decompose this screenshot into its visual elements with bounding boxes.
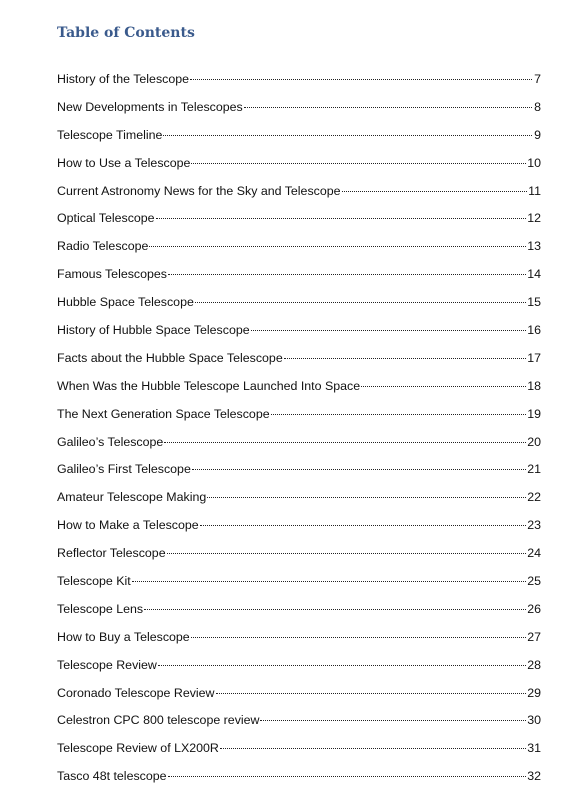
dot-leader [260, 720, 526, 721]
dot-leader [149, 246, 526, 247]
toc-entry-title: Tasco 48t telescope [57, 769, 167, 784]
toc-entry[interactable] [57, 741, 541, 769]
dot-leader [163, 135, 532, 136]
toc-entry-title: Galileo’s Telescope [57, 434, 164, 449]
dot-leader [216, 693, 527, 694]
toc-entry[interactable] [57, 546, 541, 574]
toc-entry-page-number: 19 [527, 406, 541, 421]
dot-leader [164, 442, 526, 443]
dot-leader [144, 609, 526, 610]
toc-entry-page-number: 30 [527, 713, 541, 728]
toc-entry-page-number: 24 [527, 546, 541, 561]
toc-entry[interactable] [57, 686, 541, 714]
toc-entry-title: Facts about the Hubble Space Telescope [57, 350, 283, 365]
toc-entry[interactable] [57, 462, 541, 490]
toc-entry-title: Telescope Kit [57, 574, 131, 589]
toc-entry[interactable] [57, 351, 541, 379]
dot-leader [167, 553, 527, 554]
toc-entry-title: Reflector Telescope [57, 546, 166, 561]
toc-entry-title: How to Buy a Telescope [57, 629, 190, 644]
dot-leader [190, 79, 532, 80]
toc-entry[interactable] [57, 72, 541, 100]
toc-entry-title: Current Astronomy News for the Sky and Telescope [57, 183, 341, 198]
toc-entry-title: Optical Telescope [57, 211, 155, 226]
toc-entry-page-number: 23 [527, 518, 541, 533]
toc-heading: Table of Contents [57, 25, 195, 41]
toc-entry[interactable] [57, 295, 541, 323]
dot-leader [284, 358, 526, 359]
toc-entry-page-number: 12 [527, 211, 541, 226]
dot-leader [168, 274, 526, 275]
toc-entry-page-number: 20 [527, 434, 541, 449]
toc-entry[interactable] [57, 769, 541, 797]
toc-entry-title: How to Make a Telescope [57, 518, 199, 533]
toc-entry-page-number: 16 [527, 323, 541, 338]
toc-entry[interactable] [57, 658, 541, 686]
toc-entry[interactable] [57, 184, 541, 212]
toc-entry[interactable] [57, 407, 541, 435]
toc-entry[interactable] [57, 211, 541, 239]
toc-entry-page-number: 28 [527, 657, 541, 672]
toc-entry-page-number: 15 [527, 295, 541, 310]
toc-list [57, 72, 541, 797]
toc-entry[interactable] [57, 574, 541, 602]
toc-entry[interactable] [57, 490, 541, 518]
dot-leader [342, 191, 528, 192]
toc-entry-page-number: 31 [527, 741, 541, 756]
toc-entry-page-number: 17 [527, 350, 541, 365]
toc-entry-title: How to Use a Telescope [57, 155, 191, 170]
dot-leader [207, 497, 526, 498]
toc-entry-page-number: 7 [534, 72, 541, 86]
toc-entry-page-number: 32 [527, 769, 541, 784]
toc-entry[interactable] [57, 323, 541, 351]
toc-entry-page-number: 27 [527, 629, 541, 644]
toc-entry-page-number: 25 [527, 574, 541, 589]
dot-leader [191, 637, 527, 638]
toc-entry[interactable] [57, 518, 541, 546]
toc-entry-title: History of the Telescope [57, 72, 190, 86]
toc-entry-page-number: 14 [527, 267, 541, 282]
toc-entry-title: When Was the Hubble Telescope Launched Into Space [57, 378, 361, 393]
toc-entry[interactable] [57, 435, 541, 463]
toc-entry-page-number: 22 [527, 490, 541, 505]
toc-entry-title: New Developments in Telescopes [57, 99, 243, 114]
toc-entry[interactable] [57, 128, 541, 156]
toc-entry-title: Coronado Telescope Review [57, 685, 215, 700]
toc-entry[interactable] [57, 602, 541, 630]
dot-leader [192, 469, 526, 470]
toc-entry-page-number: 9 [534, 127, 541, 142]
toc-entry-page-number: 8 [534, 99, 541, 114]
dot-leader [271, 414, 527, 415]
toc-entry-title: Amateur Telescope Making [57, 490, 207, 505]
dot-leader [361, 386, 526, 387]
toc-entry-title: Radio Telescope [57, 239, 149, 254]
toc-entry[interactable] [57, 713, 541, 741]
toc-entry-title: Telescope Review [57, 657, 157, 672]
toc-entry-title: Famous Telescopes [57, 267, 167, 282]
toc-entry[interactable] [57, 630, 541, 658]
toc-entry-title: Celestron CPC 800 telescope review [57, 713, 260, 728]
toc-entry-title: The Next Generation Space Telescope [57, 406, 270, 421]
dot-leader [168, 776, 527, 777]
toc-entry-title: Hubble Space Telescope [57, 295, 194, 310]
toc-entry-page-number: 29 [527, 685, 541, 700]
toc-entry-title: Galileo’s First Telescope [57, 462, 191, 477]
toc-entry-title: History of Hubble Space Telescope [57, 323, 250, 338]
dot-leader [132, 581, 527, 582]
toc-entry-title: Telescope Lens [57, 601, 144, 616]
toc-entry[interactable] [57, 239, 541, 267]
toc-entry-page-number: 11 [528, 183, 541, 198]
toc-entry-title: Telescope Timeline [57, 127, 163, 142]
dot-leader [195, 302, 526, 303]
toc-entry-page-number: 26 [527, 601, 541, 616]
toc-entry-page-number: 13 [527, 239, 541, 254]
dot-leader [244, 107, 532, 108]
dot-leader [158, 665, 526, 666]
toc-entry-title: Telescope Review of LX200R [57, 741, 219, 756]
toc-entry-page-number: 18 [527, 378, 541, 393]
dot-leader [191, 163, 526, 164]
toc-entry-page-number: 21 [527, 462, 541, 477]
dot-leader [220, 748, 526, 749]
dot-leader [251, 330, 527, 331]
dot-leader [156, 218, 527, 219]
dot-leader [200, 525, 527, 526]
toc-entry[interactable] [57, 156, 541, 184]
toc-entry[interactable] [57, 100, 541, 128]
toc-entry[interactable] [57, 379, 541, 407]
toc-entry[interactable] [57, 267, 541, 295]
toc-entry-page-number: 10 [527, 155, 541, 170]
